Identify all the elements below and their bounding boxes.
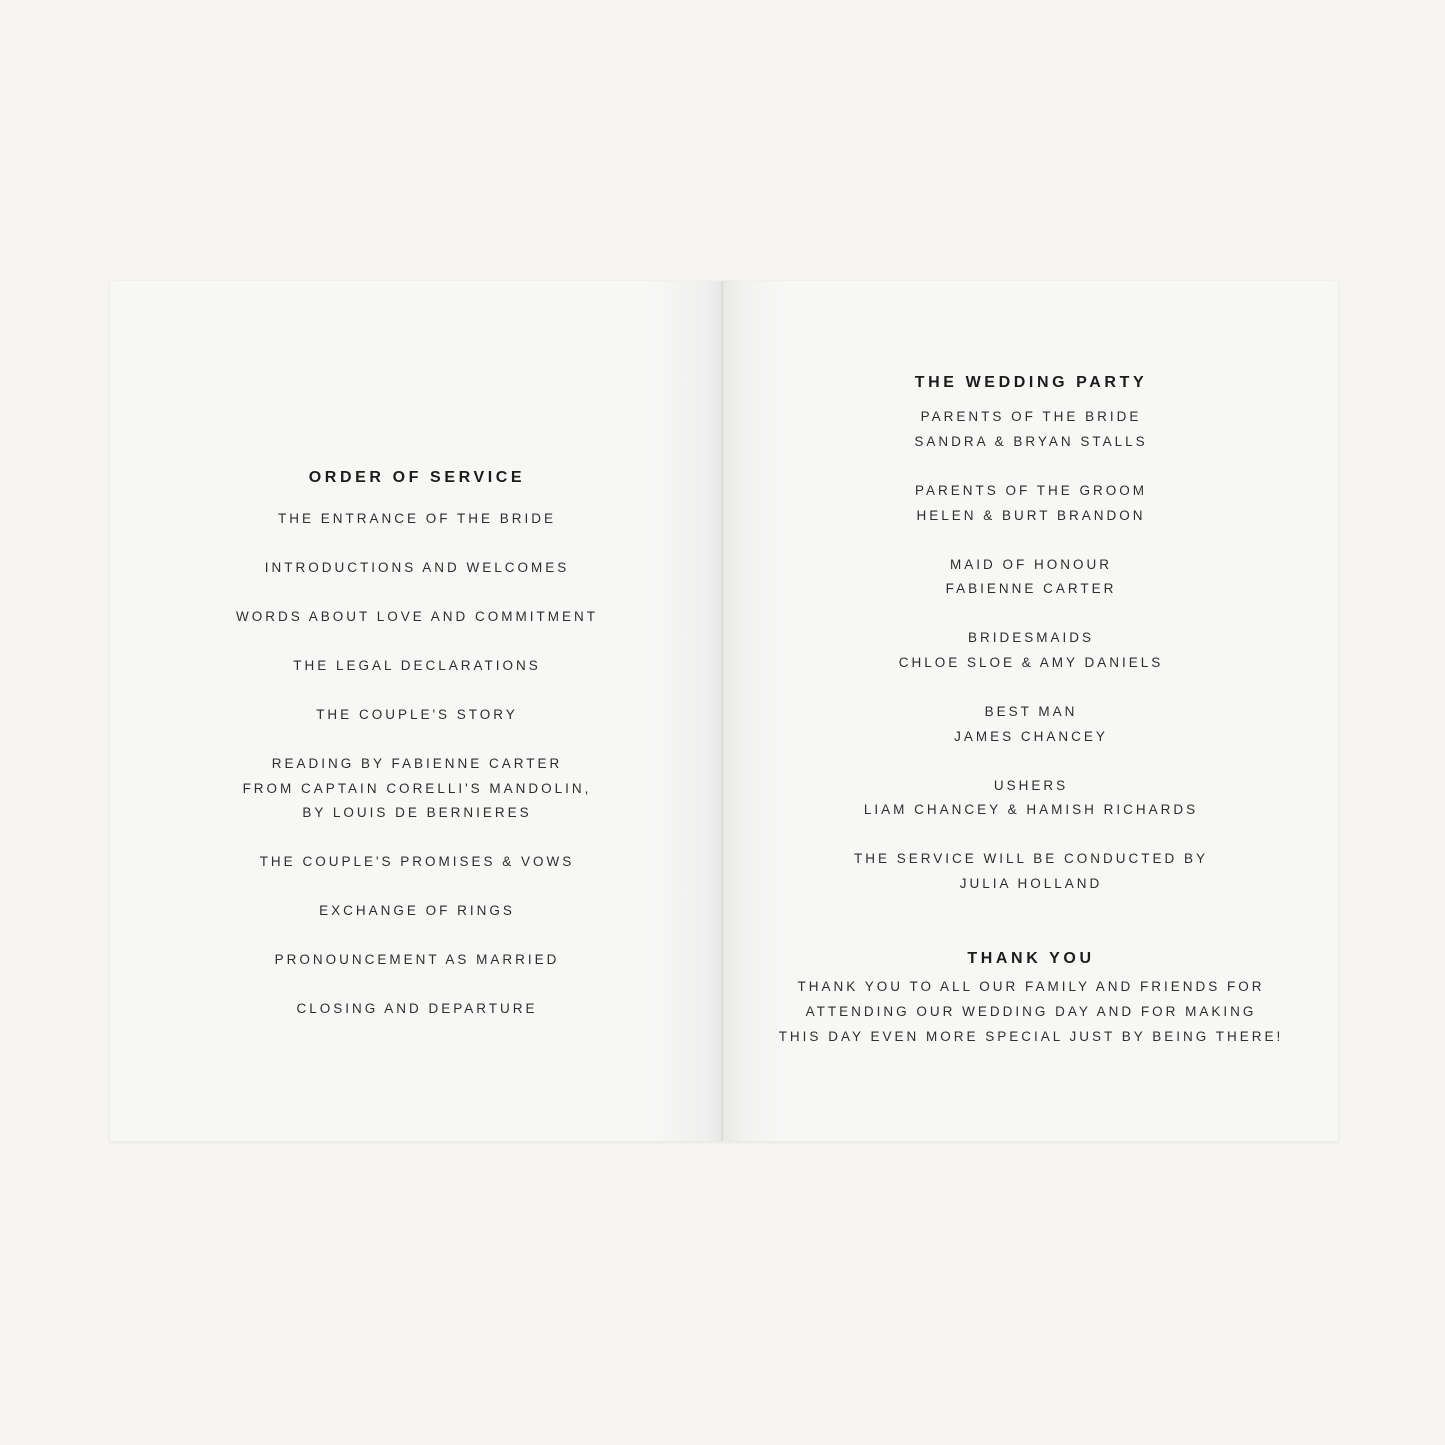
service-item: THE ENTRANCE OF THE BRIDE xyxy=(277,511,557,526)
party-names: CHLOE SLOE & AMY DANIELS xyxy=(898,655,1164,670)
party-role: BRIDESMAIDS xyxy=(967,630,1095,645)
party-role: BEST MAN xyxy=(984,704,1078,719)
party-role: USHERS xyxy=(993,778,1069,793)
service-item: EXCHANGE OF RINGS xyxy=(319,903,515,918)
party-names: FABIENNE CARTER xyxy=(945,581,1117,596)
service-item: INTRODUCTIONS AND WELCOMES xyxy=(264,560,570,575)
order-of-service-heading: ORDER OF SERVICE xyxy=(308,469,526,486)
left-page xyxy=(110,281,724,1141)
service-item: THE COUPLE'S STORY xyxy=(316,707,518,722)
service-item: THE COUPLE'S PROMISES & VOWS xyxy=(259,854,575,869)
officiant-label: THE SERVICE WILL BE CONDUCTED BY xyxy=(853,851,1209,866)
thank-you-heading: THANK YOU xyxy=(967,950,1095,967)
party-names: JAMES CHANCEY xyxy=(954,729,1108,744)
thank-you-line: THIS DAY EVEN MORE SPECIAL JUST BY BEING THERE! xyxy=(778,1029,1284,1044)
officiant-name: JULIA HOLLAND xyxy=(959,876,1103,891)
thank-you-line: ATTENDING OUR WEDDING DAY AND FOR MAKING xyxy=(805,1004,1257,1019)
party-role: MAID OF HONOUR xyxy=(950,557,1112,572)
party-role: PARENTS OF THE GROOM xyxy=(914,483,1147,498)
booklet-spine xyxy=(721,281,723,1141)
party-names: HELEN & BURT BRANDON xyxy=(916,508,1146,523)
party-names: LIAM CHANCEY & HAMISH RICHARDS xyxy=(863,802,1199,817)
service-item: CLOSING AND DEPARTURE xyxy=(296,1001,538,1016)
thank-you-line: THANK YOU TO ALL OUR FAMILY AND FRIENDS FOR xyxy=(797,979,1265,994)
service-item: READING BY FABIENNE CARTER xyxy=(271,756,563,771)
service-item: BY LOUIS DE BERNIERES xyxy=(302,805,532,820)
service-item: THE LEGAL DECLARATIONS xyxy=(293,658,541,673)
party-names: SANDRA & BRYAN STALLS xyxy=(914,434,1148,449)
service-item: WORDS ABOUT LOVE AND COMMITMENT xyxy=(235,609,599,624)
party-role: PARENTS OF THE BRIDE xyxy=(920,409,1142,424)
wedding-party-heading: THE WEDDING PARTY xyxy=(914,374,1148,391)
right-page xyxy=(724,281,1338,1141)
order-of-service-booklet xyxy=(110,281,1338,1141)
service-item: FROM CAPTAIN CORELLI'S MANDOLIN, xyxy=(242,781,592,796)
service-item: PRONOUNCEMENT AS MARRIED xyxy=(274,952,560,967)
